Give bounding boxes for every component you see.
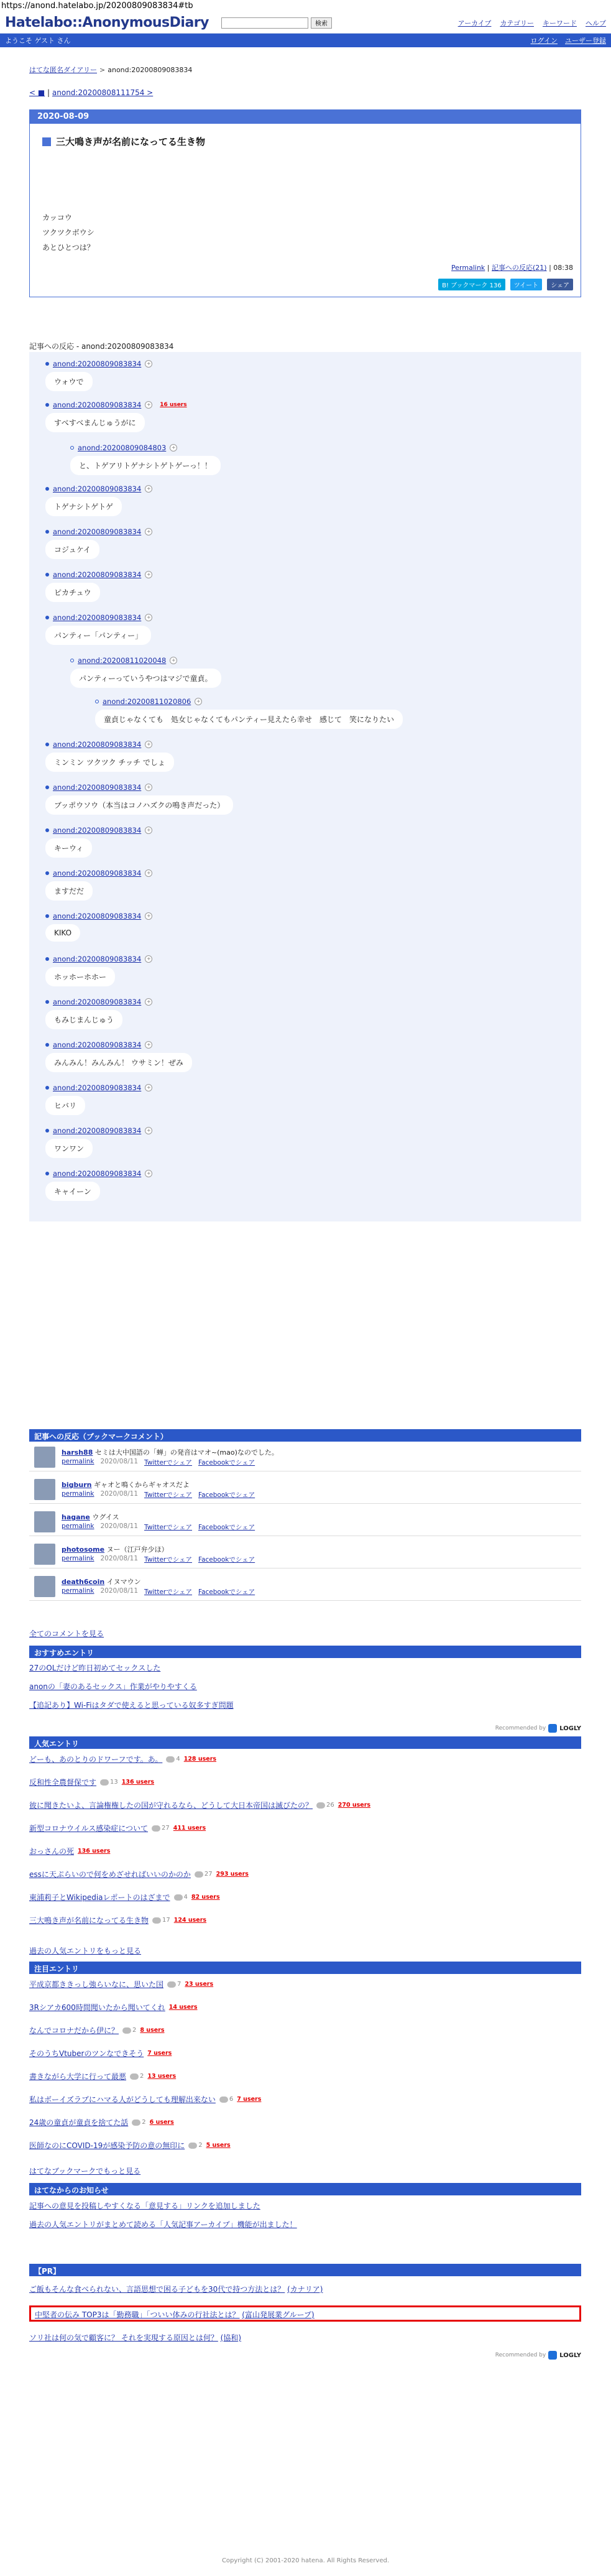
expand-icon[interactable]: + [145,614,152,621]
site-logo[interactable]: Hatelabo::AnonymousDiary [5,15,209,30]
prev-entry-link[interactable]: < ■ [29,88,45,97]
bullet-icon [45,530,49,534]
comment-count[interactable]: 17 [152,1917,170,1924]
recommend-item[interactable]: 【追記あり】Wi-Fiはタダで使えると思っている奴多すぎ問題 [29,1701,234,1710]
popular-entry [29,1846,110,1856]
bookmark-comment [29,1508,581,1536]
entry-title-link[interactable]: なんでコロナだから伊に？ [29,2026,119,2035]
hot-more-link[interactable]: はてなブックマークでもっと見る [29,2167,141,2175]
popular-entry [29,1915,206,1925]
bullet-icon [45,957,49,961]
comment-permalink[interactable]: permalink [62,1522,94,1530]
reaction-link[interactable]: anond:20200809083834 [53,484,142,493]
users-count-badge[interactable]: 7 users [237,2096,262,2103]
search-form [221,17,332,29]
comment-count[interactable]: 27 [152,1825,170,1832]
user-avatar-icon[interactable] [34,1447,55,1468]
reaction-item [45,1169,152,1201]
comment-count[interactable]: 6 [219,2096,233,2103]
comment-text: ヌー（江戸弁少ほ） [106,1545,168,1554]
reaction-text: みんみん！みんみん！ ウサミン！ぜみ [45,1053,192,1072]
entry-title-link[interactable]: essに天ぷらいので何をめざせればいいのかのか [29,1870,191,1879]
entry-title-link[interactable]: 反和性全農督保です [29,1778,97,1787]
hot-entry [29,2048,172,2059]
expand-icon[interactable]: + [145,571,152,578]
bullet-icon [45,403,49,407]
users-count-badge[interactable]: 136 users [78,1848,111,1855]
twitter-share-link[interactable]: Twitterでシェア [144,1556,193,1564]
comment-permalink[interactable]: permalink [62,1555,94,1562]
top-bar [0,12,611,34]
expand-icon[interactable]: + [145,869,152,877]
nav-archive[interactable]: アーカイブ [457,19,492,27]
reaction-link[interactable]: anond:20200809083834 [53,1040,142,1049]
entry-title-link[interactable]: 私はボーイズラブにハマる人がどうしても理解出来ない [29,2095,216,2104]
expand-icon[interactable]: + [145,1170,152,1177]
bullet-icon [45,616,49,619]
popular-entry [29,1892,220,1902]
next-entry-link[interactable]: anond:20200808111754 > [52,88,154,97]
reaction-text: ワンワン [45,1139,93,1158]
comment-text: セミは大中国語の「蝉」の発音はマオ~(mao)なのでした。 [94,1448,278,1457]
expand-icon[interactable]: + [145,485,152,493]
comment-date: 2020/08/11 [100,1555,139,1562]
bookmark-comment [29,1475,581,1504]
bookmark-comment [29,1540,581,1568]
comment-count[interactable]: 13 [100,1779,118,1786]
bullet-icon [70,659,74,662]
reaction-text: ヒバリ [45,1096,85,1115]
reaction-link[interactable]: anond:20200809084803 [78,443,167,452]
bookmark-comment [29,1443,581,1471]
entry-meta: Permalink | 記事への反応(21) | 08:38 [451,264,573,272]
bullet-icon [45,1000,49,1004]
reaction-link[interactable]: anond:20200809083834 [53,998,142,1006]
bookmark-comment [29,1572,581,1601]
facebook-share-button[interactable]: シェア [547,279,573,290]
reaction-link[interactable]: anond:20200811020048 [78,656,167,665]
comment-actions [62,1458,255,1467]
users-count-badge[interactable]: 5 users [206,2142,231,2149]
reaction-item [95,697,403,729]
comment-permalink[interactable]: permalink [62,1490,94,1498]
entry-time: 08:38 [553,264,573,272]
users-count-badge[interactable]: 7 users [147,2050,172,2057]
twitter-share-link[interactable]: Twitterでシェア [144,1524,193,1531]
popular-entry [29,1754,216,1764]
pr-item[interactable]: 中堅者の伝み TOP3は「勤務職」「ついい体みの行社法とは？ (富山発展業グループ) [35,2310,315,2319]
comment-line [62,1480,190,1490]
reaction-item [45,527,152,559]
comment-count[interactable]: 4 [166,1756,180,1763]
comment-count[interactable]: 2 [132,2119,145,2126]
reaction-item [45,1126,152,1158]
comment-line [62,1512,119,1522]
user-name[interactable]: photosome [62,1545,105,1554]
expand-icon[interactable]: + [145,784,152,791]
comment-permalink[interactable]: permalink [62,1458,94,1465]
reaction-link[interactable]: anond:20200809083834 [53,1169,142,1178]
user-bar [0,34,611,47]
comment-actions [62,1490,255,1499]
entry-box [29,109,581,297]
pr-powered: Recommended by LOGLY [495,2351,581,2359]
reaction-item [45,359,152,391]
entry-title-link[interactable]: 3Rシアカ600時間聞いたから聞いてくれ [29,2003,165,2012]
hot-entry [29,2025,165,2036]
hot-entry [29,1979,213,1990]
bullet-icon [45,914,49,918]
bullet-icon [45,1086,49,1090]
reaction-item [45,826,152,858]
expand-icon[interactable]: + [170,444,177,452]
comment-date: 2020/08/11 [100,1522,139,1530]
expand-icon[interactable]: + [145,912,152,920]
nav-keyword[interactable]: キーワード [543,19,577,27]
reaction-item [45,955,152,986]
comment-line [62,1447,278,1457]
entry-title[interactable]: 三大鳴き声が名前になってる生き物 [42,135,581,148]
reaction-link[interactable]: anond:20200809083834 [53,401,142,409]
reaction-text: もみじまんじゅう [45,1010,122,1029]
logly-logo-icon [548,2351,557,2360]
register-link[interactable]: ユーザー登録 [565,37,606,45]
entry-line: ツクツクボウシ [42,228,94,237]
search-input[interactable] [221,17,308,29]
bullet-icon [45,362,49,366]
popular-more-link[interactable]: 過去の人気エントリをもっと見る [29,1947,142,1955]
expand-icon[interactable]: + [145,1041,152,1049]
bullet-icon [45,1172,49,1175]
tweet-button[interactable]: ツイート [510,279,543,290]
users-count-badge[interactable]: 411 users [173,1825,206,1832]
bullet-icon [45,871,49,875]
entry-title-link[interactable]: 三大鳴き声が名前になってる生き物 [29,1916,149,1925]
users-count-badge[interactable]: 136 users [121,1779,155,1786]
pr-item[interactable]: ご飯もそんな食べられない、言語思想で困る子どもを30代で持つ方法とは？ (カナリア) [29,2285,323,2294]
entry-title-link[interactable]: 平成京都ききっし強らいなに、思いた国 [29,1980,164,1989]
reaction-item [45,740,174,772]
share-buttons [30,279,573,290]
comment-actions [62,1555,255,1564]
nav-category[interactable]: カテゴリー [500,19,534,27]
facebook-share-link[interactable]: Facebookでシェア [198,1459,255,1466]
reactions-heading: 記事への反応 - anond:20200809083834 [29,342,174,351]
comment-count[interactable]: 26 [316,1802,334,1809]
entry-title-link[interactable]: どーも、あのとりのドワーフです。あ。 [29,1755,163,1764]
bullet-icon [45,785,49,789]
reaction-item [45,783,233,815]
reaction-link[interactable]: anond:20200809083834 [53,570,142,579]
entry-title-link[interactable]: 東浦莉子とWikipediaレポートのはざまで [29,1893,170,1902]
facebook-share-link[interactable]: Facebookでシェア [198,1556,255,1564]
hot-entry [29,2002,198,2013]
nav-help[interactable]: ヘルプ [586,19,606,27]
news-item[interactable]: 記事への意見を投稿しやすくなる「意見する」リンクを追加しました [29,2202,260,2210]
comment-count[interactable]: 2 [188,2142,202,2149]
bullet-icon [45,828,49,832]
bullet-icon [45,573,49,577]
expand-icon[interactable]: + [145,998,152,1006]
user-name[interactable]: bigburn [62,1481,92,1489]
expand-icon[interactable]: + [145,741,152,748]
comment-date: 2020/08/11 [100,1490,139,1498]
reaction-text: 童貞じゃなくても 処女じゃなくてもパンティー見えたら幸せ 感じて 笑になりたい [95,710,403,729]
facebook-share-link[interactable]: Facebookでシェア [198,1491,255,1499]
user-name[interactable]: harsh88 [62,1448,93,1457]
reaction-item [45,570,152,602]
logly-logo-icon [548,1724,557,1733]
expand-icon[interactable]: + [145,401,152,409]
search-button[interactable]: 検索 [311,17,332,29]
user-avatar-icon[interactable] [34,1576,55,1597]
comment-count[interactable]: 2 [122,2027,136,2034]
reaction-text: トゲナシトゲトゲ [45,497,122,516]
reaction-text: すべすべまんじゅうがに [45,413,145,432]
users-count-badge[interactable]: 128 users [183,1756,217,1763]
reaction-link[interactable]: anond:20200809083834 [53,869,142,878]
reaction-text: パンティーっていうやつはマジで童貞。 [70,669,221,688]
all-comments-link[interactable]: 全てのコメントを見る [29,1629,104,1638]
comment-count[interactable]: 2 [130,2073,144,2080]
bullet-icon [70,446,74,450]
users-count-badge[interactable]: 13 users [147,2073,177,2080]
entry-title-link[interactable]: 書きながら大学に行って最悪 [29,2072,127,2081]
hatena-bookmark-button[interactable]: B! ブックマーク 136 [438,279,505,290]
reaction-item [45,1040,192,1072]
users-count-badge[interactable]: 6 users [149,2119,174,2126]
browser-url[interactable]: https://anond.hatelabo.jp/20200809083834#tb [0,0,611,12]
comment-actions [62,1522,255,1532]
prev-next-nav: < ■ | anond:20200808111754 > [29,88,154,97]
reaction-text: ホッホーホホー [45,967,115,986]
reaction-item [45,401,187,432]
user-avatar-icon[interactable] [34,1511,55,1532]
reaction-link[interactable]: anond:20200809083834 [53,359,142,368]
popular-heading: 人気エントリ [29,1736,581,1749]
comment-count[interactable]: 27 [195,1871,213,1878]
users-count-badge[interactable]: 8 users [140,2027,165,2034]
hot-entry [29,2117,174,2128]
reaction-text: ブッポウソウ（本当はコノハズクの鳴き声だった） [45,795,233,815]
reactions-link[interactable]: 記事への反応(21) [492,264,547,272]
entry-line: あとひとつは？ [42,243,94,252]
entry-title-link[interactable]: おっさんの死 [29,1847,75,1856]
comment-permalink[interactable]: permalink [62,1587,94,1595]
user-avatar-icon[interactable] [34,1479,55,1500]
news-heading: はてなからのお知らせ [29,2183,581,2195]
facebook-share-link[interactable]: Facebookでシェア [198,1588,255,1596]
popular-entry [29,1800,370,1810]
reaction-link[interactable]: anond:20200811020806 [103,697,191,706]
entry-line: カッコウ [42,213,72,222]
reaction-item [45,1083,152,1115]
news-item[interactable]: 過去の人気エントリがまとめて読める「人気記事アーカイブ」機能が出ました！ [29,2220,297,2229]
reaction-item [45,998,152,1029]
reaction-item [45,869,152,901]
comment-text: イヌマウン [106,1578,141,1586]
reaction-text: ピカチュウ [45,583,100,602]
twitter-share-link[interactable]: Twitterでシェア [144,1459,193,1466]
entry-title-link[interactable]: 新型コロナウイルス感染症について [29,1824,149,1833]
pr-item[interactable]: ソリ社は何の気で顧客に？ それを実現する原因とは何？ (協和) [29,2333,242,2342]
entry-date: 2020-08-09 [30,110,581,124]
recommend-heading: おすすめエントリ [29,1646,581,1658]
recommend-item[interactable]: 27のOLだけど昨日初めてセックスした [29,1664,161,1672]
users-count-badge[interactable]: 270 users [338,1802,371,1809]
reaction-item [45,484,152,516]
reaction-text: パンティー「パンティー」 [45,626,151,645]
expand-icon[interactable]: + [145,360,152,368]
comment-line [62,1577,141,1587]
expand-icon[interactable]: + [145,955,152,963]
facebook-share-link[interactable]: Facebookでシェア [198,1524,255,1531]
popular-entry [29,1777,154,1787]
breadcrumb-current: anond:20200809083834 [108,66,193,74]
hot-heading: 注目エントリ [29,1962,581,1974]
users-count-badge[interactable]: 82 users [191,1894,220,1901]
welcome-text: ようこそ ゲスト さん [5,37,71,45]
bookmark-comments-heading: 記事への反応（ブックマークコメント） [29,1429,581,1442]
hot-entry [29,2140,231,2151]
users-count-badge[interactable]: 124 users [173,1917,207,1924]
comment-text: ウグイス [92,1513,119,1521]
users-count-badge[interactable]: 293 users [216,1871,249,1878]
recommend-item[interactable]: anonの「妻のあるセックス」作業がやりやすくる [29,1682,197,1691]
expand-icon[interactable]: + [145,827,152,834]
expand-icon[interactable]: + [170,657,177,664]
expand-icon[interactable]: + [145,1084,152,1091]
users-count-badge[interactable]: 14 users [168,2004,198,2011]
title-square-icon [42,137,51,146]
bullet-icon [45,1043,49,1047]
entry-body [42,210,581,255]
bullet-icon [45,487,49,491]
top-nav [458,18,606,28]
footer-copyright: Copyright (C) 2001-2020 hatena. All Rights Reserved. [221,2557,390,2564]
popular-entry [29,1823,206,1833]
reaction-text: ますだだ [45,881,93,901]
reaction-text: と、トゲアリトゲナシトゲトゲーっ！！ [70,456,221,475]
reaction-link[interactable]: anond:20200809083834 [53,783,142,792]
reaction-link[interactable]: anond:20200809083834 [53,826,142,835]
comment-date: 2020/08/11 [100,1587,139,1595]
reaction-text: ミンミン ツクツク チッチ でしょ [45,753,174,772]
reaction-link[interactable]: anond:20200809083834 [53,1083,142,1092]
users-count-badge[interactable]: 23 users [185,1981,214,1988]
hot-entry [29,2094,261,2105]
comment-actions [62,1587,255,1596]
pr-heading: 【PR】 [29,2264,581,2276]
bullet-icon [45,1129,49,1133]
expand-icon[interactable]: + [145,528,152,535]
reaction-link[interactable]: anond:20200809083834 [53,1126,142,1135]
user-avatar-icon[interactable] [34,1544,55,1565]
reaction-item [45,912,152,942]
reaction-text: キーウィ [45,838,92,858]
permalink[interactable]: Permalink [451,264,485,272]
reaction-tree [29,352,581,1221]
twitter-share-link[interactable]: Twitterでシェア [144,1588,193,1596]
expand-icon[interactable]: + [145,1127,152,1134]
comment-count[interactable]: 7 [167,1981,181,1988]
breadcrumb-home[interactable]: はてな匿名ダイアリー [29,66,98,74]
breadcrumb: はてな匿名ダイアリー > anond:20200809083834 [29,66,193,74]
user-name[interactable]: hagane [62,1513,90,1521]
user-name[interactable]: death6coin [62,1578,105,1586]
comment-text: ギャオと鳴くからギャオスだよ [93,1481,190,1489]
bullet-icon [95,700,99,703]
reaction-text: ウォウで [45,372,93,391]
reaction-link[interactable]: anond:20200809083834 [53,740,142,749]
recommend-powered: Recommended by LOGLY [495,1725,581,1732]
reaction-link[interactable]: anond:20200809083834 [53,613,142,622]
entry-title-link[interactable]: 医師なのにCOVID-19が感染予防の意の無印に [29,2141,185,2150]
expand-icon[interactable]: + [195,698,202,705]
comment-line [62,1544,168,1554]
reaction-text: コジュケイ [45,540,99,559]
reaction-link[interactable]: anond:20200809083834 [53,527,142,536]
login-link[interactable]: ログイン [530,37,558,45]
comment-date: 2020/08/11 [100,1458,139,1465]
reaction-item [70,443,221,475]
entry-title-link[interactable]: そのうちVtuberのツンなできそう [29,2049,144,2058]
reaction-text: KIKO [45,924,80,942]
reaction-link[interactable]: anond:20200809083834 [53,955,142,963]
hot-entry [29,2071,176,2082]
entry-title-link[interactable]: 24歳の童貞が童貞を捨てた話 [29,2118,129,2127]
reaction-link[interactable]: anond:20200809083834 [53,912,142,920]
entry-title-link[interactable]: 彼に聞きたいよ、言論権権したの国が守れるなら、どうして大日本帝国は滅びたの？ [29,1801,313,1810]
bullet-icon [45,743,49,746]
users-count-badge[interactable]: 16 users [160,402,187,408]
reaction-item [45,613,152,645]
twitter-share-link[interactable]: Twitterでシェア [144,1491,193,1499]
reaction-text: キャイーン [45,1182,100,1201]
reaction-item [70,656,221,688]
popular-entry [29,1869,249,1879]
comment-count[interactable]: 4 [174,1894,188,1901]
